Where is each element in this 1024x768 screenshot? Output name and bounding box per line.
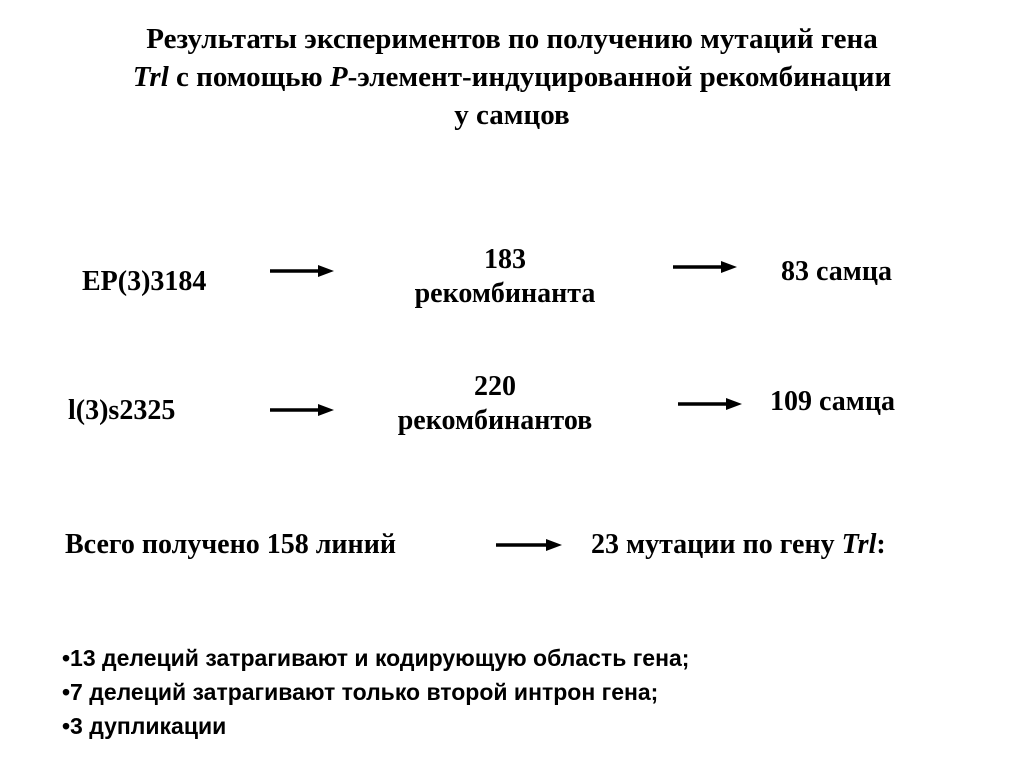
title-line-2-part-b: -элемент-индуцированной рекомбинации <box>347 61 892 93</box>
gene-name-trl: Trl <box>132 61 169 93</box>
right-arrow-icon <box>270 402 334 418</box>
mutation-list <box>62 641 689 743</box>
summary-result-suffix: : <box>876 529 886 560</box>
title-line-2 <box>40 58 984 96</box>
summary-gene-trl: Trl <box>841 529 877 560</box>
p-element-letter: P <box>329 61 348 93</box>
row-2-source: l(3)s2325 <box>68 395 176 426</box>
row-1-count: 183 <box>484 244 526 275</box>
row-1-count-block <box>380 243 630 311</box>
list-item: •7 делеций затрагивают только второй интрон гена; <box>62 679 659 705</box>
right-arrow-icon <box>270 263 334 279</box>
title-line-1: Результаты экспериментов по получению мутаций гена <box>146 23 878 55</box>
summary-result-prefix: 23 мутации по гену <box>591 529 842 560</box>
row-2-count-label: рекомбинантов <box>397 405 593 436</box>
title-line-2-part-a: с помощью <box>168 61 330 93</box>
right-arrow-icon <box>496 537 562 553</box>
row-2-count: 220 <box>474 371 516 402</box>
summary-total: Всего получено 158 линий <box>65 529 396 560</box>
title-line-3: у самцов <box>454 99 570 131</box>
summary-result <box>591 528 886 562</box>
list-item: •13 делеций затрагивают и кодирующую область гена; <box>62 645 690 671</box>
page-title <box>40 20 984 134</box>
row-1-source: EP(3)3184 <box>82 266 207 297</box>
row-1-count-label: рекомбинанта <box>414 278 596 309</box>
row-2-count-block <box>370 370 620 438</box>
right-arrow-icon <box>673 259 737 275</box>
row-2-result: 109 самца <box>770 386 895 417</box>
row-1-result: 83 самца <box>781 256 892 287</box>
right-arrow-icon <box>678 396 742 412</box>
list-item: •3 дупликации <box>62 713 227 739</box>
